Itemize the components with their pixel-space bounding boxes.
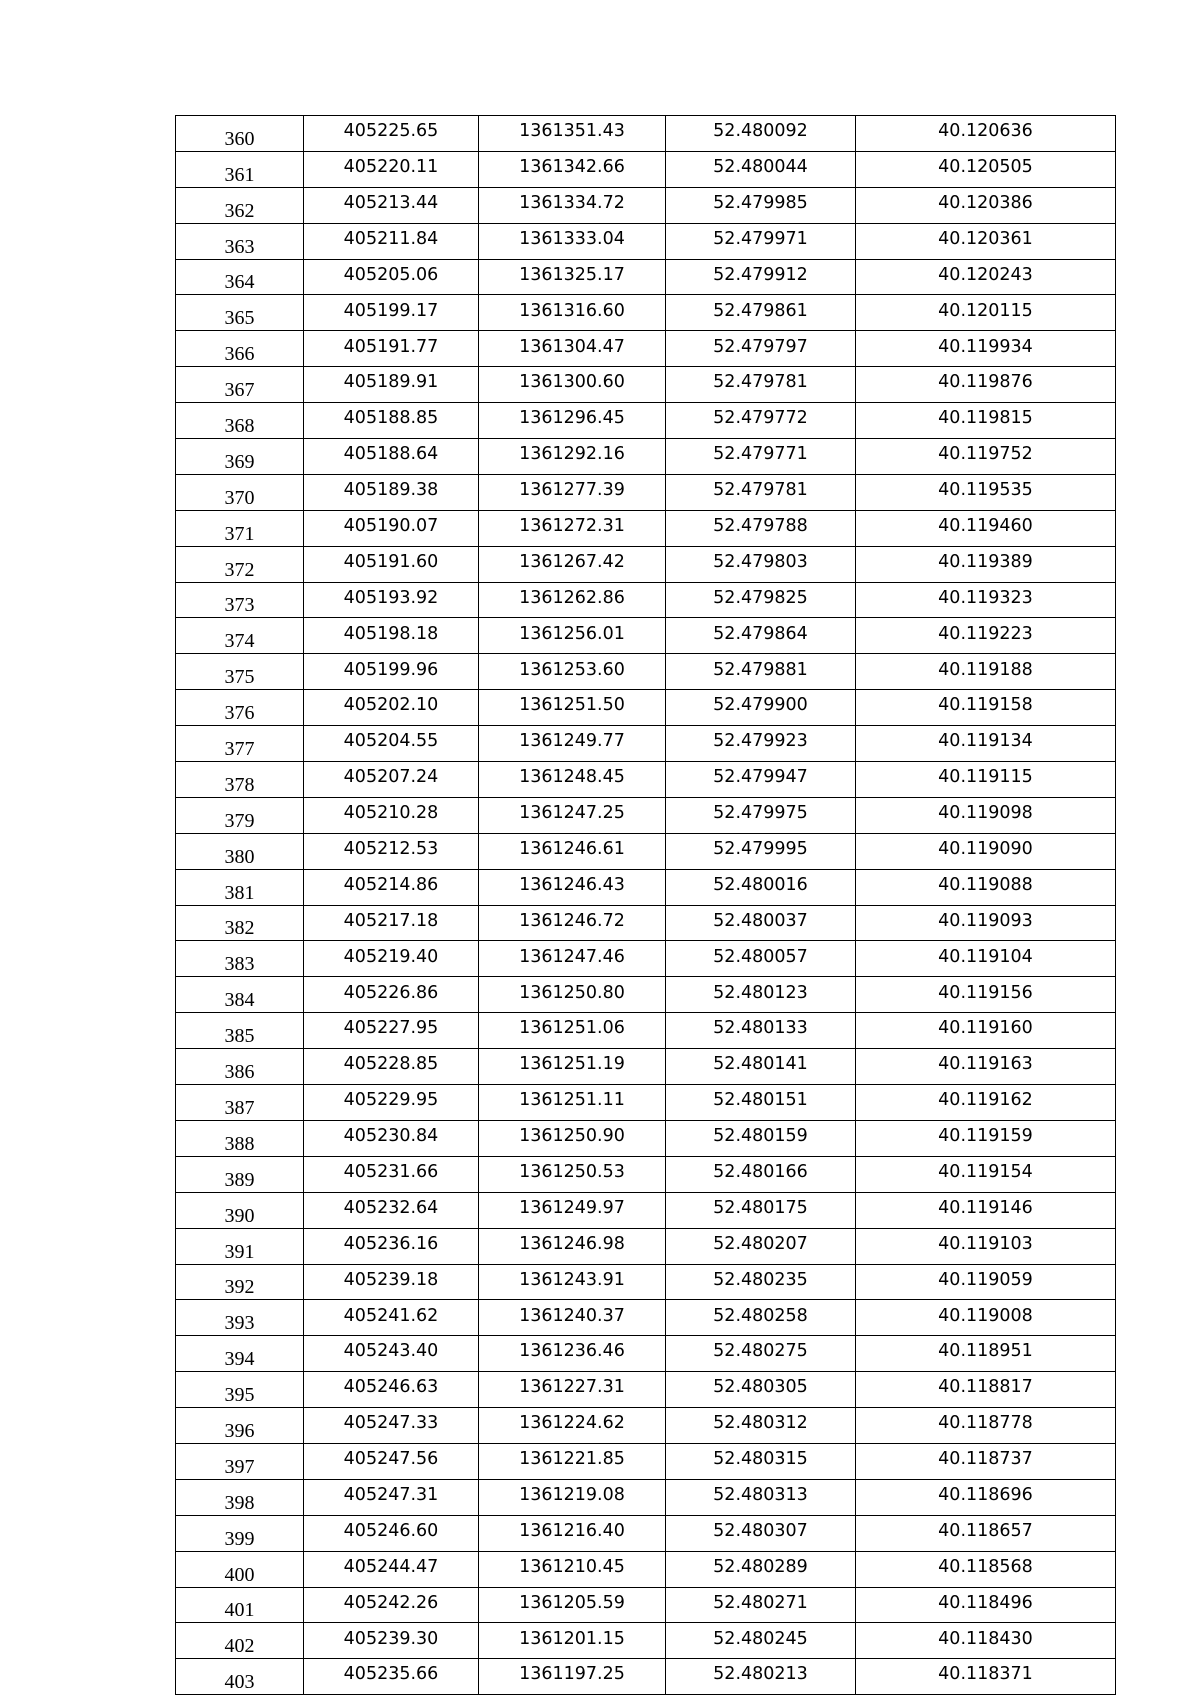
- y-coordinate-cell: 1361240.37: [479, 1300, 666, 1336]
- y-coordinate-cell: 1361292.16: [479, 439, 666, 475]
- x-coordinate-cell: 405232.64: [304, 1192, 479, 1228]
- point-number-cell: 386: [176, 1049, 304, 1085]
- longitude-cell: 40.120361: [856, 223, 1116, 259]
- table-row: [176, 546, 1116, 582]
- table-row: [176, 690, 1116, 726]
- y-coordinate-cell: 1361342.66: [479, 151, 666, 187]
- x-coordinate-cell: 405220.11: [304, 151, 479, 187]
- point-number-cell: 396: [176, 1408, 304, 1444]
- x-coordinate-cell: 405225.65: [304, 116, 479, 152]
- latitude-cell: 52.479995: [666, 833, 856, 869]
- table-row: [176, 1623, 1116, 1659]
- x-coordinate-cell: 405243.40: [304, 1336, 479, 1372]
- latitude-cell: 52.480057: [666, 941, 856, 977]
- longitude-cell: 40.119535: [856, 474, 1116, 510]
- point-number-cell: 391: [176, 1228, 304, 1264]
- point-number-cell: 385: [176, 1013, 304, 1049]
- longitude-cell: 40.119223: [856, 618, 1116, 654]
- longitude-cell: 40.119158: [856, 690, 1116, 726]
- latitude-cell: 52.480245: [666, 1623, 856, 1659]
- table-row: [176, 1156, 1116, 1192]
- point-number-cell: 399: [176, 1515, 304, 1551]
- x-coordinate-cell: 405246.60: [304, 1515, 479, 1551]
- x-coordinate-cell: 405236.16: [304, 1228, 479, 1264]
- point-number-cell: 388: [176, 1120, 304, 1156]
- y-coordinate-cell: 1361216.40: [479, 1515, 666, 1551]
- x-coordinate-cell: 405247.33: [304, 1408, 479, 1444]
- latitude-cell: 52.480175: [666, 1192, 856, 1228]
- longitude-cell: 40.119156: [856, 977, 1116, 1013]
- x-coordinate-cell: 405198.18: [304, 618, 479, 654]
- latitude-cell: 52.480044: [666, 151, 856, 187]
- y-coordinate-cell: 1361249.77: [479, 726, 666, 762]
- latitude-cell: 52.479825: [666, 582, 856, 618]
- latitude-cell: 52.480016: [666, 869, 856, 905]
- latitude-cell: 52.479947: [666, 762, 856, 798]
- x-coordinate-cell: 405204.55: [304, 726, 479, 762]
- y-coordinate-cell: 1361304.47: [479, 331, 666, 367]
- x-coordinate-cell: 405227.95: [304, 1013, 479, 1049]
- x-coordinate-cell: 405231.66: [304, 1156, 479, 1192]
- longitude-cell: 40.119876: [856, 367, 1116, 403]
- table-row: [176, 510, 1116, 546]
- y-coordinate-cell: 1361248.45: [479, 762, 666, 798]
- table-row: [176, 1049, 1116, 1085]
- latitude-cell: 52.479771: [666, 439, 856, 475]
- x-coordinate-cell: 405219.40: [304, 941, 479, 977]
- latitude-cell: 52.480289: [666, 1551, 856, 1587]
- point-number-cell: 363: [176, 223, 304, 259]
- x-coordinate-cell: 405211.84: [304, 223, 479, 259]
- longitude-cell: 40.119104: [856, 941, 1116, 977]
- table-row: [176, 582, 1116, 618]
- y-coordinate-cell: 1361210.45: [479, 1551, 666, 1587]
- table-row: [176, 1228, 1116, 1264]
- table-row: [176, 1479, 1116, 1515]
- point-number-cell: 373: [176, 582, 304, 618]
- point-number-cell: 380: [176, 833, 304, 869]
- table-row: [176, 1551, 1116, 1587]
- point-number-cell: 379: [176, 797, 304, 833]
- y-coordinate-cell: 1361246.61: [479, 833, 666, 869]
- table-row: [176, 1587, 1116, 1623]
- longitude-cell: 40.119093: [856, 905, 1116, 941]
- latitude-cell: 52.479900: [666, 690, 856, 726]
- y-coordinate-cell: 1361325.17: [479, 259, 666, 295]
- coordinate-table: [175, 115, 1116, 1695]
- point-number-cell: 365: [176, 295, 304, 331]
- latitude-cell: 52.480092: [666, 116, 856, 152]
- longitude-cell: 40.118778: [856, 1408, 1116, 1444]
- x-coordinate-cell: 405212.53: [304, 833, 479, 869]
- point-number-cell: 398: [176, 1479, 304, 1515]
- x-coordinate-cell: 405239.18: [304, 1264, 479, 1300]
- x-coordinate-cell: 405217.18: [304, 905, 479, 941]
- table-row: [176, 367, 1116, 403]
- x-coordinate-cell: 405239.30: [304, 1623, 479, 1659]
- latitude-cell: 52.479797: [666, 331, 856, 367]
- x-coordinate-cell: 405210.28: [304, 797, 479, 833]
- x-coordinate-cell: 405242.26: [304, 1587, 479, 1623]
- table-row: [176, 1013, 1116, 1049]
- point-number-cell: 403: [176, 1659, 304, 1695]
- y-coordinate-cell: 1361227.31: [479, 1372, 666, 1408]
- x-coordinate-cell: 405189.38: [304, 474, 479, 510]
- y-coordinate-cell: 1361219.08: [479, 1479, 666, 1515]
- point-number-cell: 369: [176, 439, 304, 475]
- y-coordinate-cell: 1361267.42: [479, 546, 666, 582]
- latitude-cell: 52.480275: [666, 1336, 856, 1372]
- latitude-cell: 52.479864: [666, 618, 856, 654]
- point-number-cell: 367: [176, 367, 304, 403]
- longitude-cell: 40.118737: [856, 1443, 1116, 1479]
- y-coordinate-cell: 1361251.50: [479, 690, 666, 726]
- latitude-cell: 52.480235: [666, 1264, 856, 1300]
- table-row: [176, 726, 1116, 762]
- x-coordinate-cell: 405230.84: [304, 1120, 479, 1156]
- x-coordinate-cell: 405199.96: [304, 654, 479, 690]
- y-coordinate-cell: 1361351.43: [479, 116, 666, 152]
- latitude-cell: 52.479861: [666, 295, 856, 331]
- longitude-cell: 40.120636: [856, 116, 1116, 152]
- table-row: [176, 977, 1116, 1013]
- longitude-cell: 40.120115: [856, 295, 1116, 331]
- table-row: [176, 869, 1116, 905]
- longitude-cell: 40.120243: [856, 259, 1116, 295]
- x-coordinate-cell: 405205.06: [304, 259, 479, 295]
- latitude-cell: 52.480166: [666, 1156, 856, 1192]
- table-row: [176, 1372, 1116, 1408]
- point-number-cell: 361: [176, 151, 304, 187]
- y-coordinate-cell: 1361201.15: [479, 1623, 666, 1659]
- table-row: [176, 1408, 1116, 1444]
- x-coordinate-cell: 405213.44: [304, 187, 479, 223]
- latitude-cell: 52.480133: [666, 1013, 856, 1049]
- latitude-cell: 52.479923: [666, 726, 856, 762]
- point-number-cell: 370: [176, 474, 304, 510]
- y-coordinate-cell: 1361249.97: [479, 1192, 666, 1228]
- y-coordinate-cell: 1361221.85: [479, 1443, 666, 1479]
- point-number-cell: 371: [176, 510, 304, 546]
- longitude-cell: 40.119159: [856, 1120, 1116, 1156]
- table-row: [176, 1443, 1116, 1479]
- latitude-cell: 52.479781: [666, 474, 856, 510]
- latitude-cell: 52.479971: [666, 223, 856, 259]
- table-row: [176, 187, 1116, 223]
- longitude-cell: 40.119134: [856, 726, 1116, 762]
- x-coordinate-cell: 405188.64: [304, 439, 479, 475]
- latitude-cell: 52.480271: [666, 1587, 856, 1623]
- longitude-cell: 40.119815: [856, 403, 1116, 439]
- x-coordinate-cell: 405235.66: [304, 1659, 479, 1695]
- latitude-cell: 52.480037: [666, 905, 856, 941]
- latitude-cell: 52.480305: [666, 1372, 856, 1408]
- point-number-cell: 375: [176, 654, 304, 690]
- y-coordinate-cell: 1361243.91: [479, 1264, 666, 1300]
- y-coordinate-cell: 1361250.53: [479, 1156, 666, 1192]
- x-coordinate-cell: 405246.63: [304, 1372, 479, 1408]
- point-number-cell: 397: [176, 1443, 304, 1479]
- coordinate-table-body: [176, 116, 1116, 1695]
- longitude-cell: 40.118951: [856, 1336, 1116, 1372]
- longitude-cell: 40.118696: [856, 1479, 1116, 1515]
- y-coordinate-cell: 1361236.46: [479, 1336, 666, 1372]
- y-coordinate-cell: 1361246.72: [479, 905, 666, 941]
- longitude-cell: 40.120386: [856, 187, 1116, 223]
- y-coordinate-cell: 1361251.06: [479, 1013, 666, 1049]
- x-coordinate-cell: 405214.86: [304, 869, 479, 905]
- longitude-cell: 40.119115: [856, 762, 1116, 798]
- latitude-cell: 52.479881: [666, 654, 856, 690]
- longitude-cell: 40.119088: [856, 869, 1116, 905]
- latitude-cell: 52.480307: [666, 1515, 856, 1551]
- y-coordinate-cell: 1361251.11: [479, 1085, 666, 1121]
- table-row: [176, 439, 1116, 475]
- longitude-cell: 40.120505: [856, 151, 1116, 187]
- y-coordinate-cell: 1361246.43: [479, 869, 666, 905]
- table-row: [176, 762, 1116, 798]
- latitude-cell: 52.480151: [666, 1085, 856, 1121]
- latitude-cell: 52.480312: [666, 1408, 856, 1444]
- point-number-cell: 366: [176, 331, 304, 367]
- point-number-cell: 378: [176, 762, 304, 798]
- longitude-cell: 40.119098: [856, 797, 1116, 833]
- y-coordinate-cell: 1361262.86: [479, 582, 666, 618]
- x-coordinate-cell: 405193.92: [304, 582, 479, 618]
- latitude-cell: 52.479912: [666, 259, 856, 295]
- point-number-cell: 362: [176, 187, 304, 223]
- longitude-cell: 40.118371: [856, 1659, 1116, 1695]
- point-number-cell: 383: [176, 941, 304, 977]
- table-row: [176, 1515, 1116, 1551]
- x-coordinate-cell: 405241.62: [304, 1300, 479, 1336]
- y-coordinate-cell: 1361277.39: [479, 474, 666, 510]
- longitude-cell: 40.118430: [856, 1623, 1116, 1659]
- longitude-cell: 40.119146: [856, 1192, 1116, 1228]
- table-row: [176, 1085, 1116, 1121]
- point-number-cell: 402: [176, 1623, 304, 1659]
- x-coordinate-cell: 405207.24: [304, 762, 479, 798]
- longitude-cell: 40.118496: [856, 1587, 1116, 1623]
- table-row: [176, 223, 1116, 259]
- x-coordinate-cell: 405247.56: [304, 1443, 479, 1479]
- latitude-cell: 52.480258: [666, 1300, 856, 1336]
- latitude-cell: 52.480123: [666, 977, 856, 1013]
- point-number-cell: 376: [176, 690, 304, 726]
- y-coordinate-cell: 1361246.98: [479, 1228, 666, 1264]
- longitude-cell: 40.118657: [856, 1515, 1116, 1551]
- y-coordinate-cell: 1361224.62: [479, 1408, 666, 1444]
- y-coordinate-cell: 1361197.25: [479, 1659, 666, 1695]
- table-row: [176, 654, 1116, 690]
- table-row: [176, 797, 1116, 833]
- table-row: [176, 1120, 1116, 1156]
- y-coordinate-cell: 1361272.31: [479, 510, 666, 546]
- latitude-cell: 52.479772: [666, 403, 856, 439]
- longitude-cell: 40.119103: [856, 1228, 1116, 1264]
- y-coordinate-cell: 1361247.46: [479, 941, 666, 977]
- latitude-cell: 52.480315: [666, 1443, 856, 1479]
- table-row: [176, 403, 1116, 439]
- y-coordinate-cell: 1361300.60: [479, 367, 666, 403]
- table-row: [176, 618, 1116, 654]
- point-number-cell: 394: [176, 1336, 304, 1372]
- table-row: [176, 331, 1116, 367]
- point-number-cell: 384: [176, 977, 304, 1013]
- point-number-cell: 364: [176, 259, 304, 295]
- latitude-cell: 52.479985: [666, 187, 856, 223]
- longitude-cell: 40.119460: [856, 510, 1116, 546]
- table-row: [176, 1336, 1116, 1372]
- y-coordinate-cell: 1361316.60: [479, 295, 666, 331]
- y-coordinate-cell: 1361251.19: [479, 1049, 666, 1085]
- table-row: [176, 474, 1116, 510]
- y-coordinate-cell: 1361296.45: [479, 403, 666, 439]
- point-number-cell: 374: [176, 618, 304, 654]
- point-number-cell: 381: [176, 869, 304, 905]
- table-row: [176, 151, 1116, 187]
- x-coordinate-cell: 405202.10: [304, 690, 479, 726]
- x-coordinate-cell: 405190.07: [304, 510, 479, 546]
- x-coordinate-cell: 405191.77: [304, 331, 479, 367]
- table-row: [176, 116, 1116, 152]
- longitude-cell: 40.119154: [856, 1156, 1116, 1192]
- table-row: [176, 1264, 1116, 1300]
- longitude-cell: 40.119163: [856, 1049, 1116, 1085]
- longitude-cell: 40.119934: [856, 331, 1116, 367]
- x-coordinate-cell: 405188.85: [304, 403, 479, 439]
- longitude-cell: 40.119160: [856, 1013, 1116, 1049]
- latitude-cell: 52.479781: [666, 367, 856, 403]
- table-row: [176, 905, 1116, 941]
- x-coordinate-cell: 405191.60: [304, 546, 479, 582]
- x-coordinate-cell: 405228.85: [304, 1049, 479, 1085]
- point-number-cell: 377: [176, 726, 304, 762]
- longitude-cell: 40.118817: [856, 1372, 1116, 1408]
- x-coordinate-cell: 405226.86: [304, 977, 479, 1013]
- x-coordinate-cell: 405244.47: [304, 1551, 479, 1587]
- latitude-cell: 52.480213: [666, 1659, 856, 1695]
- latitude-cell: 52.479803: [666, 546, 856, 582]
- latitude-cell: 52.480141: [666, 1049, 856, 1085]
- point-number-cell: 382: [176, 905, 304, 941]
- point-number-cell: 390: [176, 1192, 304, 1228]
- point-number-cell: 387: [176, 1085, 304, 1121]
- longitude-cell: 40.119162: [856, 1085, 1116, 1121]
- y-coordinate-cell: 1361256.01: [479, 618, 666, 654]
- latitude-cell: 52.480159: [666, 1120, 856, 1156]
- point-number-cell: 392: [176, 1264, 304, 1300]
- point-number-cell: 389: [176, 1156, 304, 1192]
- y-coordinate-cell: 1361205.59: [479, 1587, 666, 1623]
- y-coordinate-cell: 1361247.25: [479, 797, 666, 833]
- y-coordinate-cell: 1361250.90: [479, 1120, 666, 1156]
- point-number-cell: 400: [176, 1551, 304, 1587]
- y-coordinate-cell: 1361250.80: [479, 977, 666, 1013]
- longitude-cell: 40.119090: [856, 833, 1116, 869]
- point-number-cell: 368: [176, 403, 304, 439]
- latitude-cell: 52.479788: [666, 510, 856, 546]
- point-number-cell: 401: [176, 1587, 304, 1623]
- x-coordinate-cell: 405247.31: [304, 1479, 479, 1515]
- longitude-cell: 40.119059: [856, 1264, 1116, 1300]
- latitude-cell: 52.480207: [666, 1228, 856, 1264]
- table-row: [176, 941, 1116, 977]
- point-number-cell: 372: [176, 546, 304, 582]
- table-row: [176, 1659, 1116, 1695]
- point-number-cell: 360: [176, 116, 304, 152]
- longitude-cell: 40.119188: [856, 654, 1116, 690]
- table-row: [176, 833, 1116, 869]
- table-row: [176, 1192, 1116, 1228]
- point-number-cell: 395: [176, 1372, 304, 1408]
- y-coordinate-cell: 1361334.72: [479, 187, 666, 223]
- latitude-cell: 52.480313: [666, 1479, 856, 1515]
- table-row: [176, 1300, 1116, 1336]
- longitude-cell: 40.119008: [856, 1300, 1116, 1336]
- point-number-cell: 393: [176, 1300, 304, 1336]
- longitude-cell: 40.119323: [856, 582, 1116, 618]
- x-coordinate-cell: 405199.17: [304, 295, 479, 331]
- x-coordinate-cell: 405229.95: [304, 1085, 479, 1121]
- y-coordinate-cell: 1361253.60: [479, 654, 666, 690]
- y-coordinate-cell: 1361333.04: [479, 223, 666, 259]
- longitude-cell: 40.119389: [856, 546, 1116, 582]
- latitude-cell: 52.479975: [666, 797, 856, 833]
- table-row: [176, 259, 1116, 295]
- x-coordinate-cell: 405189.91: [304, 367, 479, 403]
- table-row: [176, 295, 1116, 331]
- longitude-cell: 40.119752: [856, 439, 1116, 475]
- longitude-cell: 40.118568: [856, 1551, 1116, 1587]
